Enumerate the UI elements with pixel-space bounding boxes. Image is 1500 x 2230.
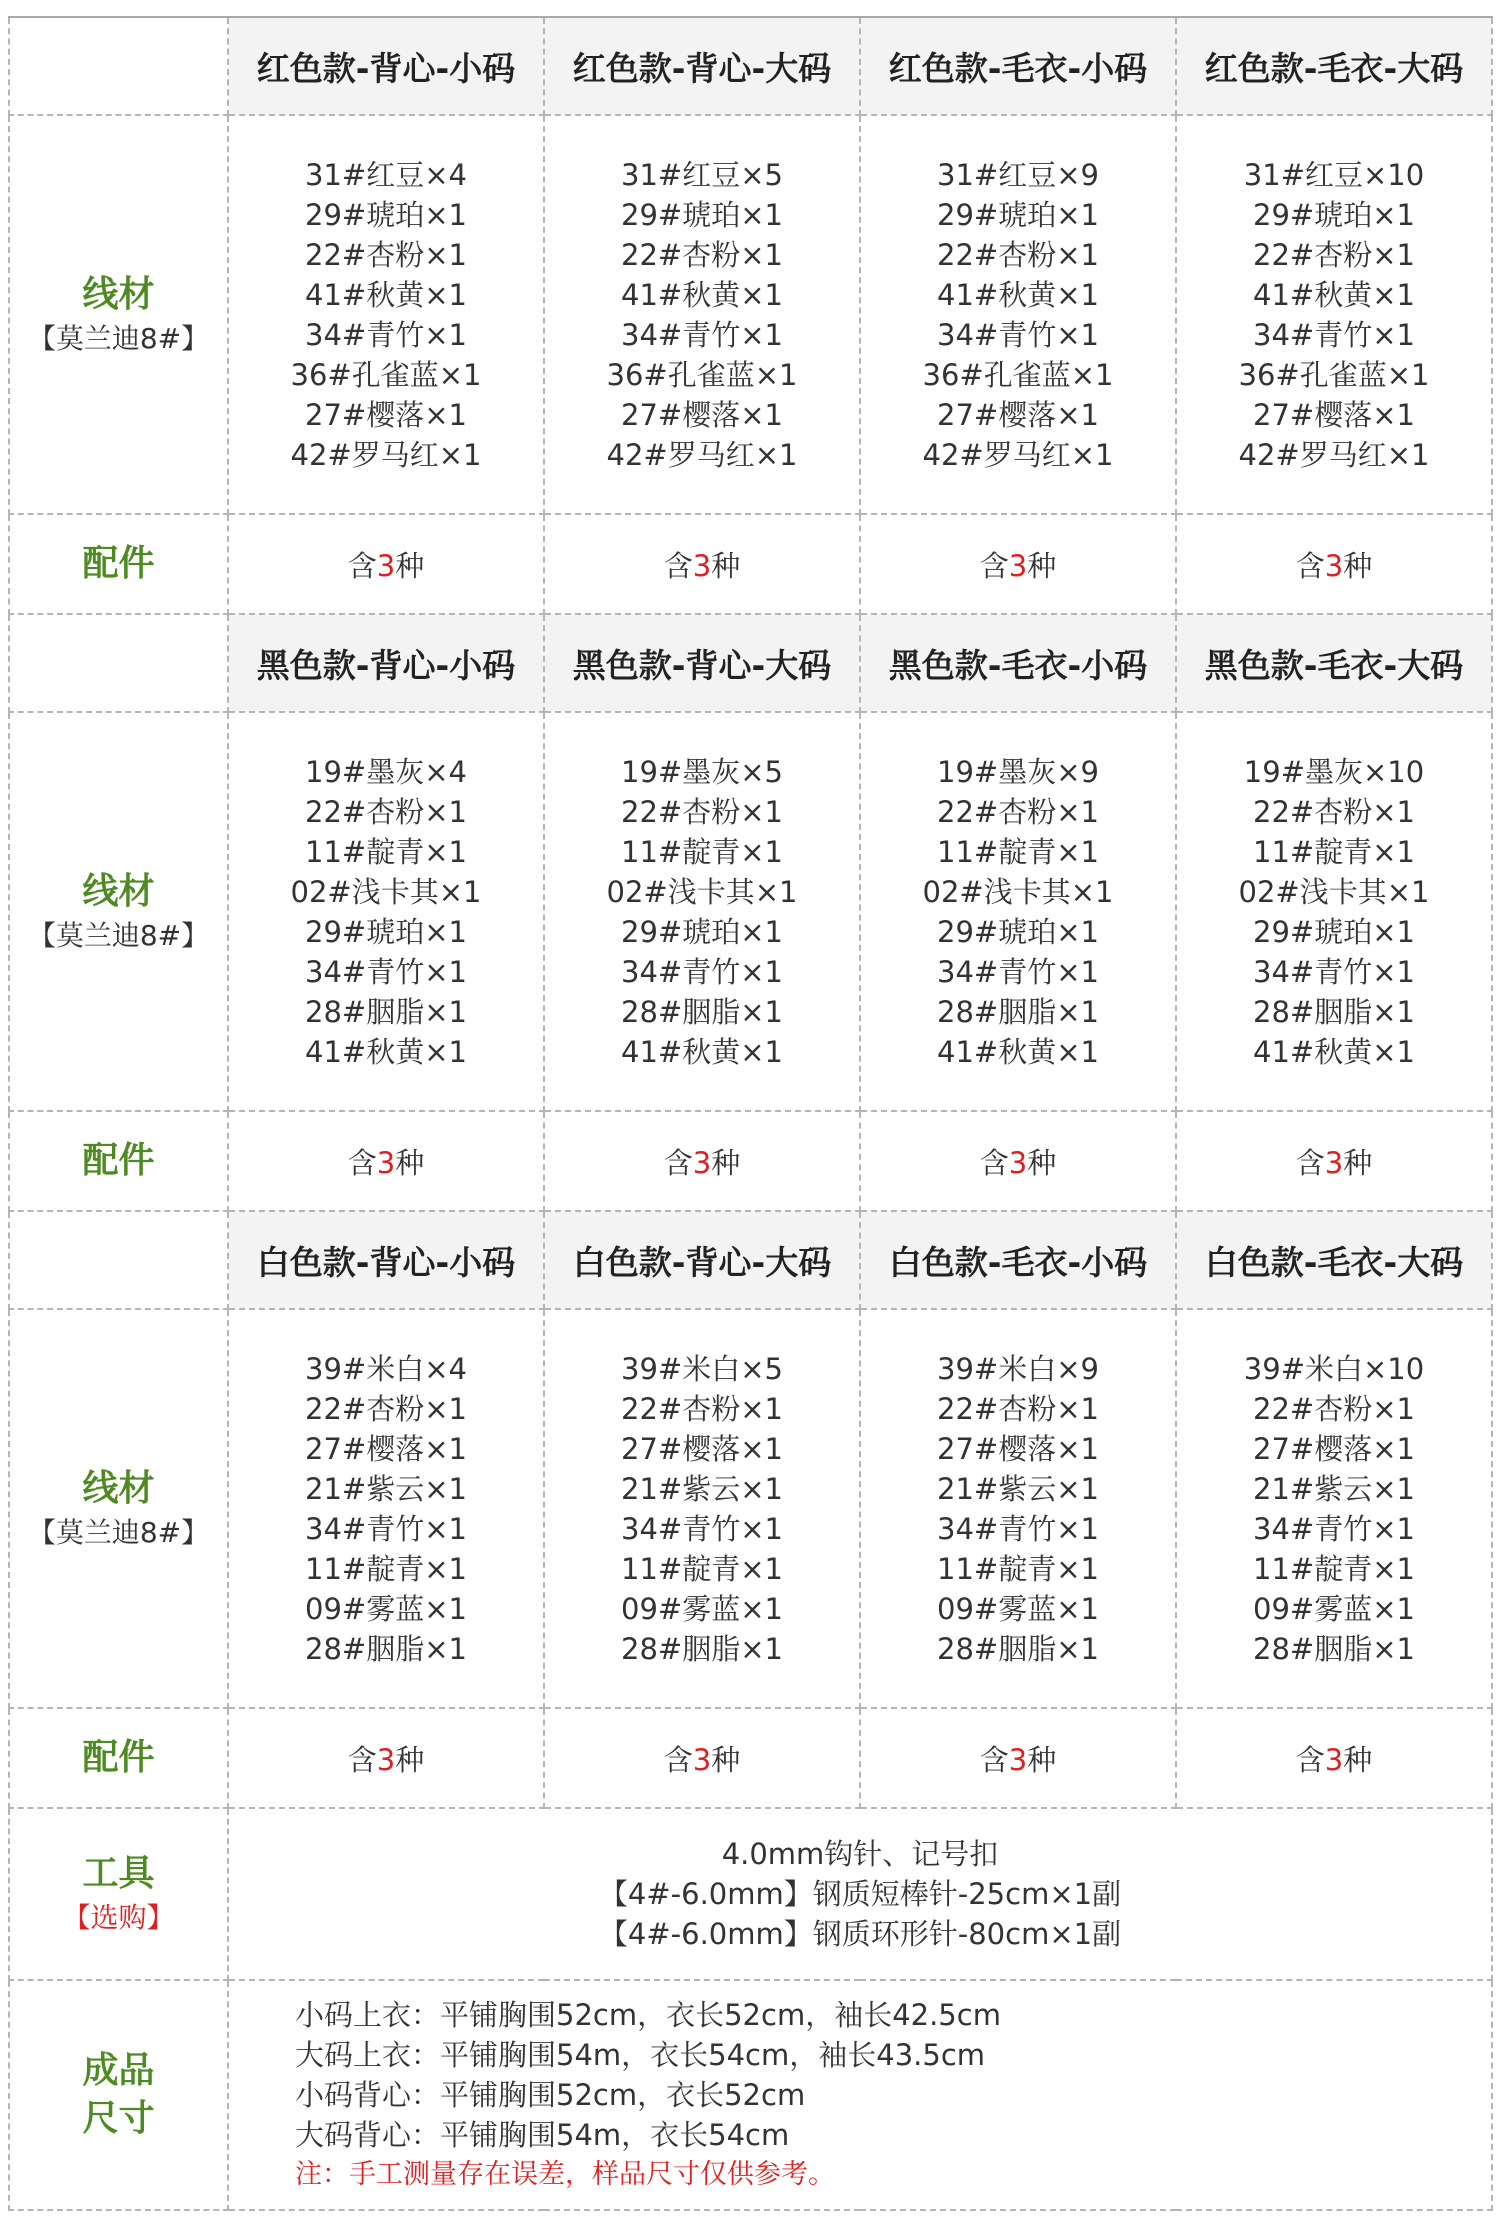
- yarn-item: 34#青竹×1: [1253, 1511, 1415, 1546]
- accessory-suffix: 种: [1027, 1742, 1057, 1777]
- yarn-row: [9, 1309, 1492, 1708]
- accessory-suffix: 种: [1343, 548, 1373, 583]
- yarn-item: 09#雾蓝×1: [1253, 1591, 1415, 1626]
- accessory-cell: [544, 514, 860, 614]
- yarn-item: 28#胭脂×1: [305, 994, 467, 1029]
- yarn-list: [229, 752, 543, 1072]
- yarn-item: 09#雾蓝×1: [937, 1591, 1099, 1626]
- accessory-suffix: 种: [1027, 1145, 1057, 1180]
- size-content: [228, 1980, 1492, 2210]
- yarn-item: 42#罗马红×1: [922, 437, 1114, 472]
- yarn-item: 11#靛青×1: [621, 1551, 783, 1586]
- yarn-item: 21#紫云×1: [621, 1471, 783, 1506]
- accessory-suffix: 种: [1027, 548, 1057, 583]
- accessory-prefix: 含: [663, 548, 693, 583]
- accessory-suffix: 种: [711, 548, 741, 583]
- accessory-cell: [228, 1111, 544, 1211]
- yarn-item: 29#琥珀×1: [621, 914, 783, 949]
- yarn-list-cell: [1176, 115, 1492, 514]
- yarn-list: [545, 752, 859, 1072]
- yarn-item: 29#琥珀×1: [1253, 197, 1415, 232]
- yarn-label-cell: [9, 1309, 228, 1708]
- yarn-item: 11#靛青×1: [937, 1551, 1099, 1586]
- size-spec-line: 小码背心：平铺胸围52cm，衣长52cm: [295, 2078, 806, 2112]
- yarn-item: 02#浅卡其×1: [290, 874, 482, 909]
- variant-header: 黑色款-背心-小码: [228, 614, 544, 712]
- yarn-item: 22#杏粉×1: [305, 794, 467, 829]
- accessory-prefix: 含: [1295, 548, 1325, 583]
- yarn-list: [229, 1349, 543, 1669]
- yarn-list: [1177, 752, 1491, 1072]
- accessory-cell: [544, 1708, 860, 1808]
- accessory-cell: [860, 1708, 1176, 1808]
- accessory-cell: [228, 514, 544, 614]
- yarn-label-brand: 【莫兰迪8#】: [27, 1515, 210, 1549]
- accessory-count: 3: [692, 548, 712, 583]
- yarn-item: 41#秋黄×1: [621, 277, 783, 312]
- yarn-item: 42#罗马红×1: [606, 437, 798, 472]
- accessory-label: 配件: [9, 514, 228, 614]
- yarn-list: [1177, 1349, 1491, 1669]
- yarn-item: 28#胭脂×1: [305, 1631, 467, 1666]
- yarn-item: 27#樱落×1: [1253, 397, 1415, 432]
- yarn-item: 29#琥珀×1: [305, 197, 467, 232]
- yarn-item: 41#秋黄×1: [305, 1034, 467, 1069]
- yarn-item: 39#米白×5: [621, 1351, 783, 1386]
- variant-header: 红色款-背心-大码: [544, 17, 860, 115]
- yarn-item: 41#秋黄×1: [1253, 277, 1415, 312]
- yarn-item: 19#墨灰×4: [305, 754, 467, 789]
- yarn-item: 19#墨灰×10: [1243, 754, 1425, 789]
- yarn-item: 22#杏粉×1: [937, 1391, 1099, 1426]
- size-label: [10, 2047, 227, 2143]
- yarn-list-cell: [228, 1309, 544, 1708]
- variant-header: 白色款-毛衣-小码: [860, 1211, 1176, 1309]
- yarn-item: 22#杏粉×1: [1253, 1391, 1415, 1426]
- accessory-row: [9, 1111, 1492, 1211]
- yarn-item: 34#青竹×1: [937, 1511, 1099, 1546]
- yarn-list: [229, 155, 543, 475]
- variant-header: 黑色款-毛衣-小码: [860, 614, 1176, 712]
- yarn-item: 02#浅卡其×1: [1238, 874, 1430, 909]
- size-label-line1: 成品: [82, 2050, 155, 2091]
- variant-header-row: [9, 17, 1492, 115]
- yarn-item: 39#米白×4: [305, 1351, 467, 1386]
- accessory-row: [9, 514, 1492, 614]
- accessory-count: 3: [1008, 548, 1028, 583]
- yarn-item: 22#杏粉×1: [305, 237, 467, 272]
- variant-header-row: [9, 1211, 1492, 1309]
- yarn-item: 36#孔雀蓝×1: [606, 357, 798, 392]
- yarn-item: 27#樱落×1: [937, 1431, 1099, 1466]
- yarn-item: 31#红豆×5: [621, 157, 783, 192]
- yarn-item: 41#秋黄×1: [305, 277, 467, 312]
- yarn-label-main: 线材: [82, 1467, 155, 1509]
- yarn-list: [545, 1349, 859, 1669]
- yarn-label: [10, 271, 227, 359]
- yarn-item: 34#青竹×1: [305, 317, 467, 352]
- accessory-suffix: 种: [711, 1742, 741, 1777]
- yarn-item: 41#秋黄×1: [937, 1034, 1099, 1069]
- accessory-cell: [544, 1111, 860, 1211]
- size-spec-line: 小码上衣：平铺胸围52cm，衣长52cm，袖长42.5cm: [295, 1998, 1001, 2032]
- yarn-item: 19#墨灰×9: [937, 754, 1099, 789]
- yarn-item: 27#樱落×1: [937, 397, 1099, 432]
- variant-header: 黑色款-背心-大码: [544, 614, 860, 712]
- size-label-line2: 尺寸: [82, 2098, 155, 2139]
- yarn-item: 29#琥珀×1: [305, 914, 467, 949]
- yarn-list: [545, 155, 859, 475]
- yarn-item: 11#靛青×1: [937, 834, 1099, 869]
- accessory-count: 3: [376, 1145, 396, 1180]
- yarn-item: 29#琥珀×1: [937, 914, 1099, 949]
- yarn-item: 02#浅卡其×1: [606, 874, 798, 909]
- accessory-label: 配件: [9, 1111, 228, 1211]
- yarn-row: [9, 115, 1492, 514]
- yarn-list-cell: [544, 115, 860, 514]
- accessory-cell: [1176, 1708, 1492, 1808]
- yarn-item: 29#琥珀×1: [937, 197, 1099, 232]
- yarn-item: 31#红豆×9: [937, 157, 1099, 192]
- yarn-list-cell: [860, 115, 1176, 514]
- header-blank-cell: [9, 614, 228, 712]
- variant-header: 白色款-毛衣-大码: [1176, 1211, 1492, 1309]
- yarn-item: 31#红豆×4: [305, 157, 467, 192]
- yarn-item: 29#琥珀×1: [621, 197, 783, 232]
- yarn-label-main: 线材: [82, 273, 155, 315]
- yarn-item: 22#杏粉×1: [937, 237, 1099, 272]
- yarn-label-brand: 【莫兰迪8#】: [27, 918, 210, 952]
- accessory-prefix: 含: [1295, 1742, 1325, 1777]
- accessory-count: 3: [376, 548, 396, 583]
- accessory-cell: [1176, 514, 1492, 614]
- yarn-list-cell: [1176, 712, 1492, 1111]
- accessory-row: [9, 1708, 1492, 1808]
- variant-header-row: [9, 614, 1492, 712]
- accessory-prefix: 含: [979, 1742, 1009, 1777]
- accessory-count: 3: [692, 1742, 712, 1777]
- yarn-item: 34#青竹×1: [621, 317, 783, 352]
- yarn-item: 34#青竹×1: [1253, 317, 1415, 352]
- yarn-item: 36#孔雀蓝×1: [1238, 357, 1430, 392]
- yarn-item: 41#秋黄×1: [1253, 1034, 1415, 1069]
- yarn-list: [861, 1349, 1175, 1669]
- tool-item: 【4#-6.0mm】钢质环形针-80cm×1副: [598, 1917, 1122, 1951]
- tool-item: 4.0mm钩针、记号扣: [721, 1837, 999, 1871]
- yarn-list: [1177, 155, 1491, 475]
- accessory-count: 3: [1324, 548, 1344, 583]
- yarn-item: 34#青竹×1: [621, 1511, 783, 1546]
- tools-label-main: 工具: [82, 1853, 155, 1894]
- yarn-item: 42#罗马红×1: [290, 437, 482, 472]
- yarn-list-cell: [228, 712, 544, 1111]
- yarn-list: [861, 752, 1175, 1072]
- yarn-item: 27#樱落×1: [1253, 1431, 1415, 1466]
- tools-content: [228, 1808, 1492, 1980]
- yarn-item: 39#米白×9: [937, 1351, 1099, 1386]
- yarn-item: 22#杏粉×1: [621, 237, 783, 272]
- yarn-item: 39#米白×10: [1243, 1351, 1425, 1386]
- yarn-item: 28#胭脂×1: [1253, 994, 1415, 1029]
- yarn-item: 22#杏粉×1: [1253, 237, 1415, 272]
- yarn-list: [861, 155, 1175, 475]
- yarn-item: 11#靛青×1: [305, 1551, 467, 1586]
- yarn-label: [10, 868, 227, 956]
- yarn-item: 22#杏粉×1: [305, 1391, 467, 1426]
- yarn-item: 22#杏粉×1: [621, 794, 783, 829]
- tools-label: [10, 1850, 227, 1938]
- yarn-item: 34#青竹×1: [937, 954, 1099, 989]
- yarn-item: 11#靛青×1: [305, 834, 467, 869]
- yarn-list-cell: [860, 712, 1176, 1111]
- accessory-suffix: 种: [395, 1742, 425, 1777]
- yarn-item: 28#胭脂×1: [621, 994, 783, 1029]
- accessory-prefix: 含: [347, 1145, 377, 1180]
- yarn-item: 21#紫云×1: [305, 1471, 467, 1506]
- yarn-item: 41#秋黄×1: [621, 1034, 783, 1069]
- accessory-prefix: 含: [347, 1742, 377, 1777]
- yarn-item: 34#青竹×1: [1253, 954, 1415, 989]
- accessory-suffix: 种: [395, 548, 425, 583]
- accessory-prefix: 含: [663, 1145, 693, 1180]
- accessory-suffix: 种: [1343, 1742, 1373, 1777]
- size-spec-line: 大码背心：平铺胸围54m，衣长54cm: [295, 2118, 790, 2152]
- variant-header: 红色款-毛衣-大码: [1176, 17, 1492, 115]
- tool-item: 【4#-6.0mm】钢质短棒针-25cm×1副: [598, 1877, 1122, 1911]
- tools-label-cell: [9, 1808, 228, 1980]
- yarn-item: 11#靛青×1: [1253, 1551, 1415, 1586]
- yarn-label-cell: [9, 712, 228, 1111]
- variant-header: 红色款-背心-小码: [228, 17, 544, 115]
- accessory-prefix: 含: [1295, 1145, 1325, 1180]
- accessory-cell: [860, 1111, 1176, 1211]
- accessory-cell: [1176, 1111, 1492, 1211]
- accessory-prefix: 含: [979, 548, 1009, 583]
- yarn-label-brand: 【莫兰迪8#】: [27, 321, 210, 355]
- accessory-prefix: 含: [663, 1742, 693, 1777]
- yarn-item: 27#樱落×1: [621, 1431, 783, 1466]
- size-spec-line: 大码上衣：平铺胸围54m，衣长54cm，袖长43.5cm: [295, 2038, 986, 2072]
- yarn-list-cell: [544, 712, 860, 1111]
- yarn-list-cell: [860, 1309, 1176, 1708]
- accessory-label: 配件: [9, 1708, 228, 1808]
- yarn-item: 21#紫云×1: [937, 1471, 1099, 1506]
- accessory-prefix: 含: [347, 548, 377, 583]
- size-row: [9, 1980, 1492, 2210]
- yarn-item: 27#樱落×1: [305, 1431, 467, 1466]
- accessory-count: 3: [1008, 1145, 1028, 1180]
- size-label-cell: [9, 1980, 228, 2210]
- yarn-label-main: 线材: [82, 870, 155, 912]
- tools-label-optional: 【选购】: [62, 1901, 175, 1934]
- variant-header: 白色款-背心-大码: [544, 1211, 860, 1309]
- yarn-item: 11#靛青×1: [621, 834, 783, 869]
- accessory-count: 3: [376, 1742, 396, 1777]
- yarn-item: 22#杏粉×1: [1253, 794, 1415, 829]
- yarn-row: [9, 712, 1492, 1111]
- yarn-item: 31#红豆×10: [1243, 157, 1425, 192]
- yarn-item: 34#青竹×1: [937, 317, 1099, 352]
- yarn-item: 28#胭脂×1: [937, 1631, 1099, 1666]
- yarn-list-cell: [228, 115, 544, 514]
- accessory-count: 3: [692, 1145, 712, 1180]
- size-disclaimer-note: 注：手工测量存在误差，样品尺寸仅供参考。: [295, 2159, 835, 2190]
- yarn-list-cell: [1176, 1309, 1492, 1708]
- accessory-cell: [860, 514, 1176, 614]
- variant-header: 红色款-毛衣-小码: [860, 17, 1176, 115]
- yarn-item: 28#胭脂×1: [937, 994, 1099, 1029]
- yarn-label: [10, 1465, 227, 1553]
- accessory-suffix: 种: [395, 1145, 425, 1180]
- yarn-item: 22#杏粉×1: [621, 1391, 783, 1426]
- yarn-item: 02#浅卡其×1: [922, 874, 1114, 909]
- yarn-item: 21#紫云×1: [1253, 1471, 1415, 1506]
- yarn-item: 19#墨灰×5: [621, 754, 783, 789]
- accessory-count: 3: [1008, 1742, 1028, 1777]
- yarn-item: 27#樱落×1: [621, 397, 783, 432]
- yarn-item: 09#雾蓝×1: [621, 1591, 783, 1626]
- accessory-cell: [228, 1708, 544, 1808]
- header-blank-cell: [9, 17, 228, 115]
- yarn-item: 41#秋黄×1: [937, 277, 1099, 312]
- accessory-suffix: 种: [1343, 1145, 1373, 1180]
- yarn-item: 36#孔雀蓝×1: [290, 357, 482, 392]
- variant-header: 白色款-背心-小码: [228, 1211, 544, 1309]
- spec-table: [8, 16, 1493, 2211]
- yarn-item: 28#胭脂×1: [621, 1631, 783, 1666]
- yarn-item: 29#琥珀×1: [1253, 914, 1415, 949]
- variant-header: 黑色款-毛衣-大码: [1176, 614, 1492, 712]
- yarn-item: 34#青竹×1: [621, 954, 783, 989]
- yarn-item: 34#青竹×1: [305, 954, 467, 989]
- yarn-item: 34#青竹×1: [305, 1511, 467, 1546]
- yarn-item: 36#孔雀蓝×1: [922, 357, 1114, 392]
- yarn-item: 09#雾蓝×1: [305, 1591, 467, 1626]
- yarn-list-cell: [544, 1309, 860, 1708]
- yarn-item: 27#樱落×1: [305, 397, 467, 432]
- header-blank-cell: [9, 1211, 228, 1309]
- yarn-item: 28#胭脂×1: [1253, 1631, 1415, 1666]
- yarn-item: 42#罗马红×1: [1238, 437, 1430, 472]
- yarn-item: 11#靛青×1: [1253, 834, 1415, 869]
- accessory-count: 3: [1324, 1742, 1344, 1777]
- tools-row: [9, 1808, 1492, 1980]
- yarn-label-cell: [9, 115, 228, 514]
- accessory-suffix: 种: [711, 1145, 741, 1180]
- accessory-prefix: 含: [979, 1145, 1009, 1180]
- accessory-count: 3: [1324, 1145, 1344, 1180]
- yarn-item: 22#杏粉×1: [937, 794, 1099, 829]
